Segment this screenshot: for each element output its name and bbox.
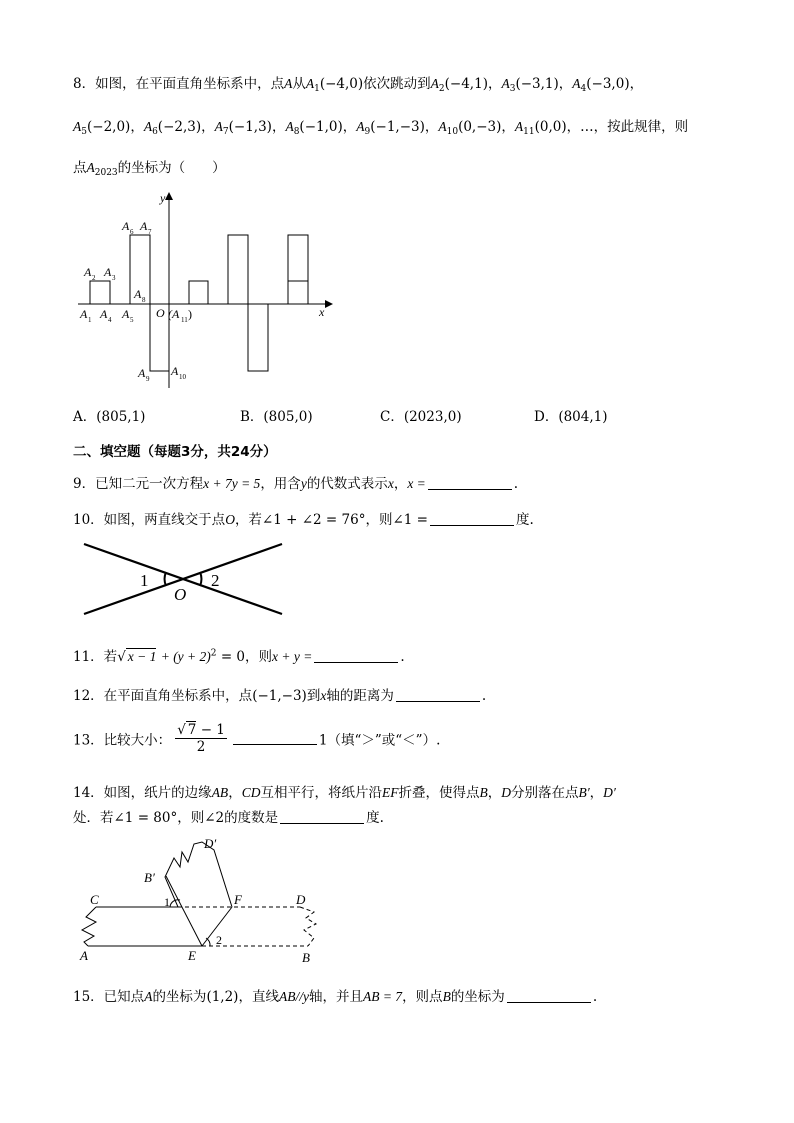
svg-text:A: A	[140, 219, 148, 233]
answer-blank[interactable]	[280, 811, 364, 824]
q10: 10．如图，两直线交于点O，若∠1 + ∠2 = 76°，则∠1 = 度.	[73, 512, 534, 528]
svg-text:6: 6	[130, 228, 134, 236]
point-b-prime-label: B′	[144, 870, 155, 885]
q12: 12．在平面直角坐标系中，点(−1,−3)到x轴的距离为 .	[73, 688, 487, 704]
point-a: A	[284, 76, 293, 91]
svg-text:1: 1	[88, 316, 92, 324]
x-label: x	[319, 305, 325, 319]
svg-text:2: 2	[92, 274, 96, 282]
origin-label: O	[156, 306, 165, 320]
angle-1-label: 1	[140, 571, 149, 590]
svg-text:A: A	[100, 307, 108, 321]
svg-text:A: A	[134, 287, 142, 301]
point-d-label: D	[296, 892, 306, 907]
option-c[interactable]: C．(2023,0)	[380, 409, 462, 425]
answer-blank[interactable]	[396, 689, 480, 702]
q8-jump-figure	[70, 190, 340, 390]
option-a[interactable]: A．(805,1)	[73, 409, 146, 425]
answer-blank[interactable]	[428, 477, 512, 490]
svg-text:5: 5	[130, 316, 134, 324]
option-b[interactable]: B．(805,0)	[240, 409, 313, 425]
svg-text:4: 4	[108, 316, 112, 324]
q8-line2: $A_5(-2,0)$，$A_6(-2,3)$，$A_7(-1,3)$，$A_8(-1,0)$，$A_9(-1,-3)$，$A_{10}(0,-3)$，$A_{11}(0,0)$，…，按此规律，则	[73, 119, 689, 137]
q8-line1: 8．如图，在平面直角坐标系中，点A从$A_1(-4,0)$依次跳动到$A_2(-4,1)$，$A_3(-3,1)$，$A_4(-3,0)$，	[73, 76, 644, 94]
svg-text:3: 3	[112, 274, 116, 282]
angle-2-label: 2	[211, 571, 220, 590]
point-c-label: C	[90, 892, 99, 907]
q14-folding-figure	[70, 832, 330, 968]
y-arrow-icon	[165, 192, 173, 200]
q10-intersecting-lines-figure	[80, 536, 290, 626]
svg-text:A: A	[104, 265, 112, 279]
q14-line2: 处．若∠1 = 80°，则∠2的度数是 度.	[73, 810, 384, 826]
answer-blank[interactable]	[507, 990, 591, 1003]
q11: 11．若√ $x - 1 + (y + 2)^2 = 0$，则x + y = .	[73, 648, 405, 665]
jump-path	[90, 235, 308, 371]
q9: 9．已知二元一次方程x + 7y = 5，用含y的代数式表示x，x = .	[73, 476, 519, 492]
svg-text:(A: (A	[168, 307, 180, 321]
point-b-label: B	[302, 950, 310, 965]
point-a-label: A	[80, 948, 88, 963]
point-e-label: E	[188, 948, 196, 963]
svg-text:10: 10	[179, 373, 186, 381]
angle-2-label: 2	[216, 933, 222, 947]
option-d[interactable]: D．(804,1)	[534, 409, 608, 425]
svg-text:A: A	[171, 364, 179, 378]
x-arrow-icon	[325, 300, 333, 308]
jump-path-tail	[288, 235, 308, 304]
y-label: y	[160, 191, 166, 205]
svg-text:): )	[188, 307, 192, 321]
q15: 15．已知点A的坐标为(1,2)，直线AB//y轴，并且AB = 7，则点B的坐标为 .	[73, 989, 598, 1005]
svg-text:A: A	[84, 265, 92, 279]
answer-blank[interactable]	[314, 650, 398, 663]
svg-text:A: A	[122, 219, 130, 233]
answer-blank[interactable]	[430, 513, 514, 526]
svg-text:11: 11	[181, 316, 188, 324]
svg-text:A: A	[138, 366, 146, 380]
q14-line1: 14．如图，纸片的边缘AB，CD互相平行，将纸片沿EF折叠，使得点B，D分别落在点B′，D′	[73, 785, 616, 801]
svg-text:9: 9	[146, 375, 150, 383]
section-heading: 二、填空题（每题3分，共24分）	[73, 444, 277, 460]
angle-1-label: 1	[164, 895, 170, 909]
svg-text:8: 8	[142, 296, 146, 304]
point-d-prime-label: D′	[204, 836, 217, 851]
q8-line3: 点$A_{2023}$的坐标为（ ）	[73, 160, 226, 178]
point-f-label: F	[234, 892, 242, 907]
q13: 13．比较大小： $\frac{√ 7 - 1}{2}$ 1（填“＞”或“＜”）.	[73, 722, 441, 755]
answer-blank[interactable]	[233, 732, 317, 745]
svg-text:A: A	[80, 307, 88, 321]
svg-text:A: A	[122, 307, 130, 321]
point-o-label: O	[174, 585, 187, 604]
svg-text:7: 7	[148, 228, 152, 236]
